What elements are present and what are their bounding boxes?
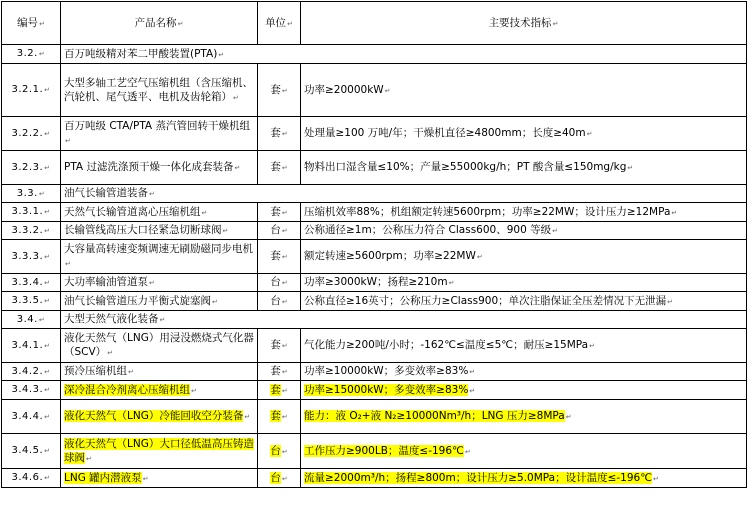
technical-spec: 额定转速≥5600rpm；功率≥22MW↵ (301, 240, 747, 274)
technical-spec: 功率≥15000kW；多变效率≥83%↵ (301, 381, 747, 400)
section-title: 油气长输管道装备↵ (61, 185, 747, 203)
row-code: 3.4.2.↵ (2, 363, 61, 381)
row-code: 3.4.4.↵ (2, 400, 61, 434)
technical-spec: 公称直径≥16英寸；公称压力≥Class900；单次注脂保证全压差情况下无泄漏↵ (301, 292, 747, 311)
product-name: 液化天然气（LNG）大口径低温高压铸造球阀↵ (61, 434, 258, 469)
product-unit: 台↵ (258, 434, 301, 469)
table-row (2, 329, 747, 363)
row-code: 3.2.3.↵ (2, 151, 61, 185)
product-unit: 套↵ (258, 240, 301, 274)
header-name: 产品名称↵ (61, 2, 258, 45)
product-unit: 套↵ (258, 329, 301, 363)
product-name: 预冷压缩机组↵ (61, 363, 258, 381)
header-row (2, 2, 747, 45)
product-name: LNG 罐内潜液泵↵ (61, 469, 258, 488)
product-name: 液化天然气（LNG）冷能回收空分装备↵ (61, 400, 258, 434)
row-code: 3.3.3.↵ (2, 240, 61, 274)
row-code: 3.3.1.↵ (2, 203, 61, 222)
table-row (2, 151, 747, 185)
section-row (2, 45, 747, 64)
technical-spec: 功率≥3000kW；扬程≥210m↵ (301, 274, 747, 292)
row-code: 3.4.6.↵ (2, 469, 61, 488)
product-unit: 台↵ (258, 222, 301, 240)
product-name: 百万吨级 CTA/PTA 蒸汽管回转干燥机组↵ (61, 117, 258, 151)
product-unit: 台↵ (258, 469, 301, 488)
product-unit: 套↵ (258, 151, 301, 185)
section-title: 大型天然气液化装备↵ (61, 311, 747, 329)
table-row (2, 363, 747, 381)
header-unit: 单位↵ (258, 2, 301, 45)
technical-spec: 处理量≥100 万吨/年；干燥机直径≥4800mm；长度≥40m↵ (301, 117, 747, 151)
table-row (2, 434, 747, 469)
product-unit: 台↵ (258, 274, 301, 292)
technical-spec: 气化能力≥200吨/小时；-162℃≤温度≤5℃；耐压≥15MPa↵ (301, 329, 747, 363)
section-row (2, 185, 747, 203)
product-name: 油气长输管道压力平衡式旋塞阀↵ (61, 292, 258, 311)
header-spec: 主要技术指标↵ (301, 2, 747, 45)
product-unit: 套↵ (258, 381, 301, 400)
technical-spec: 流量≥2000m³/h；扬程≥800m；设计压力≥5.0MPa；设计温度≤-196℃↵ (301, 469, 747, 488)
technical-spec: 功率≥10000kW；多变效率≥83%↵ (301, 363, 747, 381)
row-code: 3.3.4.↵ (2, 274, 61, 292)
table-row (2, 117, 747, 151)
equipment-spec-table (1, 1, 747, 488)
product-unit: 套↵ (258, 400, 301, 434)
product-name: PTA 过滤洗涤预干燥一体化成套装备↵ (61, 151, 258, 185)
technical-spec: 物料出口湿含量≤10%；产量≥55000kg/h；PT 酸含量≤150mg/kg↵ (301, 151, 747, 185)
product-name: 大容量高转速变频调速无刷励磁同步电机↵ (61, 240, 258, 274)
row-code: 3.3.2.↵ (2, 222, 61, 240)
header-code: 编号↵ (2, 2, 61, 45)
row-code: 3.4.1.↵ (2, 329, 61, 363)
row-code: 3.4.↵ (2, 311, 61, 329)
table-row (2, 274, 747, 292)
product-name: 长输管线高压大口径紧急切断球阀↵ (61, 222, 258, 240)
table-row (2, 400, 747, 434)
row-code: 3.3.5.↵ (2, 292, 61, 311)
product-unit: 套↵ (258, 64, 301, 117)
technical-spec: 工作压力≥900LB；温度≤-196℃↵ (301, 434, 747, 469)
table-row (2, 381, 747, 400)
section-row (2, 311, 747, 329)
section-title: 百万吨级精对苯二甲酸装置(PTA)↵ (61, 45, 747, 64)
technical-spec: 功率≥20000kW↵ (301, 64, 747, 117)
product-unit: 套↵ (258, 117, 301, 151)
technical-spec: 公称通径≥1m；公称压力符合 Class600、900 等级↵ (301, 222, 747, 240)
product-name: 大型多轴工艺空气压缩机组（含压缩机、汽轮机、尾气透平、电机及齿轮箱）↵ (61, 64, 258, 117)
product-name: 深冷混合冷剂离心压缩机组↵ (61, 381, 258, 400)
table-row (2, 240, 747, 274)
product-unit: 套↵ (258, 363, 301, 381)
table-row (2, 469, 747, 488)
table-row (2, 64, 747, 117)
table-row (2, 292, 747, 311)
product-name: 大功率输油管道泵↵ (61, 274, 258, 292)
product-unit: 套↵ (258, 203, 301, 222)
product-name: 液化天然气（LNG）用浸没燃烧式气化器（SCV）↵ (61, 329, 258, 363)
technical-spec: 能力：液 O₂+液 N₂≥10000Nm³/h；LNG 压力≥8MPa↵ (301, 400, 747, 434)
row-code: 3.2.2.↵ (2, 117, 61, 151)
row-code: 3.2.↵ (2, 45, 61, 64)
row-code: 3.3.↵ (2, 185, 61, 203)
technical-spec: 压缩机效率88%；机组额定转速5600rpm；功率≥22MW；设计压力≥12MPa↵ (301, 203, 747, 222)
row-code: 3.4.5.↵ (2, 434, 61, 469)
product-name: 天然气长输管道离心压缩机组↵ (61, 203, 258, 222)
row-code: 3.4.3.↵ (2, 381, 61, 400)
table-row (2, 222, 747, 240)
product-unit: 台↵ (258, 292, 301, 311)
table-row (2, 203, 747, 222)
row-code: 3.2.1.↵ (2, 64, 61, 117)
